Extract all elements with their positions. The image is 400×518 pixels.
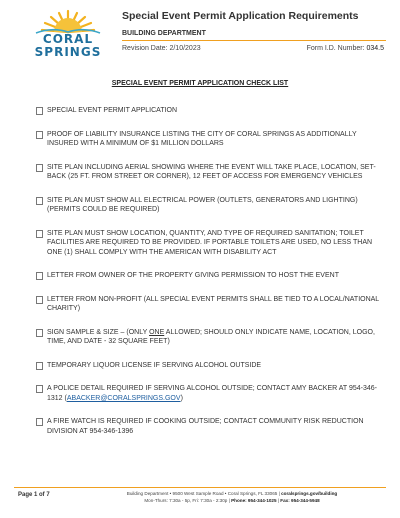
checklist-item — [36, 163, 386, 182]
form-id — [307, 45, 384, 52]
text-segment: SIGN SAMPLE & SIZE – (ONLY — [47, 328, 150, 336]
checklist-item — [36, 417, 386, 436]
checkbox[interactable] — [36, 272, 43, 280]
footer-fax: Fax: 954-344-5948 — [280, 498, 320, 503]
checklist-item-text: A FIRE WATCH IS REQUIRED IF COOKING OUTSIDE; CONTACT COMMUNITY RISK REDUCTION DIVISION AT 954-346-1396 — [47, 418, 364, 435]
checklist-item-text: LETTER FROM NON-PROFIT (ALL SPECIAL EVENT PERMITS SHALL BE TIED TO A LOCAL/NATIONAL CHARITY) — [47, 295, 379, 312]
checklist-item — [36, 130, 386, 149]
checklist-item — [36, 328, 386, 347]
logo-text-springs: SPRINGS — [34, 45, 102, 59]
checklist-item — [36, 106, 386, 116]
checkbox[interactable] — [36, 385, 43, 393]
checkbox[interactable] — [36, 197, 43, 205]
checkbox[interactable] — [36, 230, 43, 238]
department-name: BUILDING DEPARTMENT — [122, 30, 206, 37]
text-segment: ALLOWED; SHOULD ONLY INDICATE NAME, LOCATION, LOGO, TIME, AND DATE - 32 SQUARE FEET) — [47, 328, 375, 345]
checklist-item-text: SITE PLAN MUST SHOW LOCATION, QUANTITY, AND TYPE OF REQUIRED SANITATION; TOILET FACILITIES ARE REQUIRED TO BE PROVIDED. IF PORTABLE TOILETS ARE USED, NO LESS THAN ONE (1) SHALL COMPLY WITH THE AMERICAN WITH DISABILITY ACT — [47, 229, 373, 256]
checklist-item-text: PROOF OF LIABILITY INSURANCE LISTING THE CITY OF CORAL SPRINGS AS ADDITIONALLY INSURED WITH A MINIMUM OF $1 MILLION DOLLARS — [47, 130, 357, 147]
checklist-item-text: SITE PLAN INCLUDING AERIAL SHOWING WHERE THE EVENT WILL TAKE PLACE, LOCATION, SET-BACK (25 FT. FROM STREET OR CORNER), 12 FEET OF ACCESS FOR EMERGENCY VEHICLES — [47, 163, 376, 180]
checklist-item-text: LETTER FROM OWNER OF THE PROPERTY GIVING PERMISSION TO HOST THE EVENT — [47, 272, 339, 279]
logo-text-coral: CORAL — [42, 32, 94, 46]
footer-separator: | — [276, 498, 281, 503]
checklist-title: SPECIAL EVENT PERMIT APPLICATION CHECK LIST — [111, 80, 289, 87]
checkbox[interactable] — [36, 131, 43, 139]
form-id-label: Form I.D. Number: — [306, 45, 367, 52]
email-link[interactable]: ABACKER@CORALSPRINGS.GOV — [66, 394, 181, 402]
checkbox[interactable] — [36, 107, 43, 115]
checkbox[interactable] — [36, 362, 43, 370]
checklist-item — [36, 384, 386, 403]
checklist-item — [36, 361, 386, 371]
checklist-item-text — [47, 328, 386, 347]
footer-phone: Phone: 954-344-1025 — [231, 498, 277, 503]
checklist-item-text: SITE PLAN MUST SHOW ALL ELECTRICAL POWER (OUTLETS, GENERATORS AND LIGHTING) (PERMITS COULD BE REQUIRED) — [47, 196, 358, 213]
coral-springs-logo — [28, 8, 108, 60]
checklist — [36, 106, 386, 436]
checklist-item — [36, 271, 386, 281]
sun-logo-icon — [28, 8, 108, 34]
footer-contact — [82, 498, 382, 503]
footer-address — [82, 491, 382, 496]
checklist-item-text: SPECIAL EVENT PERMIT APPLICATION — [47, 107, 178, 114]
emphasis-text: ONE — [149, 328, 165, 336]
checklist-item — [36, 229, 386, 258]
checklist-item — [36, 196, 386, 215]
form-id-number: 034.5 — [366, 45, 384, 52]
footer-website-link[interactable]: coralsprings.gov/building — [281, 491, 338, 496]
checkbox[interactable] — [36, 418, 43, 426]
page-number: Page 1 of 7 — [18, 492, 50, 498]
checkbox[interactable] — [36, 164, 43, 172]
page-title: Special Event Permit Application Requirements — [122, 10, 359, 22]
footer-hours: Mon-Thurs: 7:30a - 5p, Fri: 7:30a - 2:30p | — [144, 498, 232, 503]
revision-date: Revision Date: 2/10/2023 — [122, 45, 201, 52]
checkbox[interactable] — [36, 329, 43, 337]
checklist-item-text: TEMPORARY LIQUOR LICENSE IF SERVING ALCOHOL OUTSIDE — [47, 361, 262, 369]
header-divider — [122, 40, 386, 41]
checklist-item — [36, 295, 386, 314]
footer-divider — [14, 487, 386, 488]
checkbox[interactable] — [36, 296, 43, 304]
checklist-item-text — [47, 384, 386, 403]
footer-address-text: Building Department • 9500 West Sample Road • Coral Springs, FL 33065 | — [126, 491, 282, 496]
text-segment: ) — [180, 394, 183, 402]
text-segment: A POLICE DETAIL REQUIRED IF SERVING ALCOHOL OUTSIDE; CONTACT AMY BACKER AT 954-346-1312 ( — [47, 385, 378, 402]
